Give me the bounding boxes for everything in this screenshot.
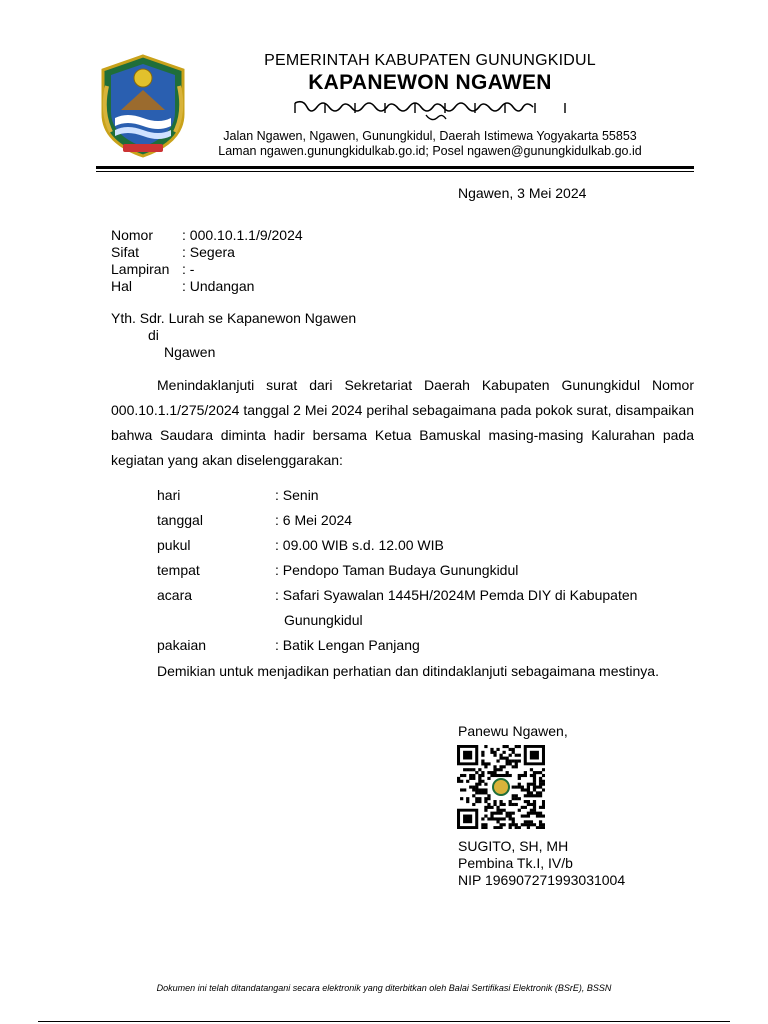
event-details xyxy=(157,483,695,658)
letterhead-rule-thin xyxy=(96,171,694,172)
detail-value-line: : Safari Syawalan 1445H/2024M Pemda DIY di Kabupaten xyxy=(275,587,638,603)
e-signature-footer: Dokumen ini telah ditandatangani secara elektronik yang diterbitkan oleh Balai Sertifikasi Elektronik (BSrE), BSSN xyxy=(156,983,612,993)
letter-place-date: Ngawen, 3 Mei 2024 xyxy=(458,185,587,201)
meta-value: : - xyxy=(182,261,195,277)
detail-key: acara xyxy=(157,587,193,603)
letter-meta xyxy=(111,227,303,295)
detail-value: : 6 Mei 2024 xyxy=(275,512,353,528)
detail-row-hari xyxy=(157,483,695,508)
letter-body xyxy=(111,373,694,473)
signatory-block xyxy=(458,838,625,889)
meta-value: : Segera xyxy=(182,244,235,260)
recipient-place: Ngawen xyxy=(164,344,216,360)
letterhead-rule-thick xyxy=(96,166,694,169)
meta-row-nomor xyxy=(111,227,303,244)
detail-key: tanggal xyxy=(157,512,203,528)
office-name: KAPANEWON NGAWEN xyxy=(308,71,552,94)
office-contact: Laman ngawen.gunungkidulkab.go.id; Posel ngawen@gunungkidulkab.go.id xyxy=(218,144,642,158)
meta-row-hal xyxy=(111,278,303,295)
body-paragraph: Menindaklanjuti surat dari Sekretariat Daerah Kabupaten Gunungkidul Nomor 000.10.1.1/275/2024 tanggal 2 Mei 2024 perihal sebagaimana pada pokok surat, disampaikan bahwa Saudara diminta hadir bersama Ketua Bamuskal masing-masing Kalurahan pada kegiatan yang akan diselenggarakan: xyxy=(111,377,694,468)
footer-rule xyxy=(38,1021,730,1022)
detail-value: : 09.00 WIB s.d. 12.00 WIB xyxy=(275,537,444,553)
regency-crest-logo xyxy=(97,52,189,158)
signatory-nip: NIP 196907271993031004 xyxy=(458,872,626,888)
recipient-block xyxy=(111,310,356,361)
meta-key: Lampiran xyxy=(111,261,170,277)
detail-key: pukul xyxy=(157,537,191,553)
closing-paragraph: Demikian untuk menjadikan perhatian dan ditindaklanjuti sebagaimana mestinya. xyxy=(157,663,659,679)
detail-row-pukul xyxy=(157,533,695,558)
meta-value: : Undangan xyxy=(182,278,255,294)
meta-row-sifat xyxy=(111,244,303,261)
header-contact-block xyxy=(190,129,670,159)
meta-row-lampiran xyxy=(111,261,303,278)
detail-value-continuation: Gunungkidul xyxy=(284,612,363,628)
detail-value: : Batik Lengan Panjang xyxy=(275,637,420,653)
detail-key: tempat xyxy=(157,562,200,578)
signatory-name: SUGITO, SH, MH xyxy=(458,838,569,854)
recipient-line: Yth. Sdr. Lurah se Kapanewon Ngawen xyxy=(111,310,357,326)
recipient-di: di xyxy=(148,327,159,343)
detail-row-tempat xyxy=(157,558,695,583)
signatory-rank: Pembina Tk.I, IV/b xyxy=(458,855,573,871)
meta-key: Sifat xyxy=(111,244,140,260)
detail-value: : Pendopo Taman Budaya Gunungkidul xyxy=(275,562,519,578)
javanese-script-office-name xyxy=(190,97,670,125)
detail-row-acara xyxy=(157,583,695,633)
qr-code-signature xyxy=(457,745,545,829)
meta-value: : 000.10.1.1/9/2024 xyxy=(182,227,303,243)
government-name: PEMERINTAH KABUPATEN GUNUNGKIDUL xyxy=(264,52,596,69)
detail-key: hari xyxy=(157,487,181,503)
detail-value: : Senin xyxy=(275,487,319,503)
meta-key: Hal xyxy=(111,278,133,294)
detail-row-tanggal xyxy=(157,508,695,533)
detail-key: pakaian xyxy=(157,637,207,653)
detail-row-pakaian xyxy=(157,633,695,658)
office-address: Jalan Ngawen, Ngawen, Gunungkidul, Daerah Istimewa Yogyakarta 55853 xyxy=(223,129,637,143)
meta-key: Nomor xyxy=(111,227,154,243)
detail-value xyxy=(275,583,695,633)
letter-closing xyxy=(111,658,694,684)
signatory-title: Panewu Ngawen, xyxy=(458,723,568,739)
